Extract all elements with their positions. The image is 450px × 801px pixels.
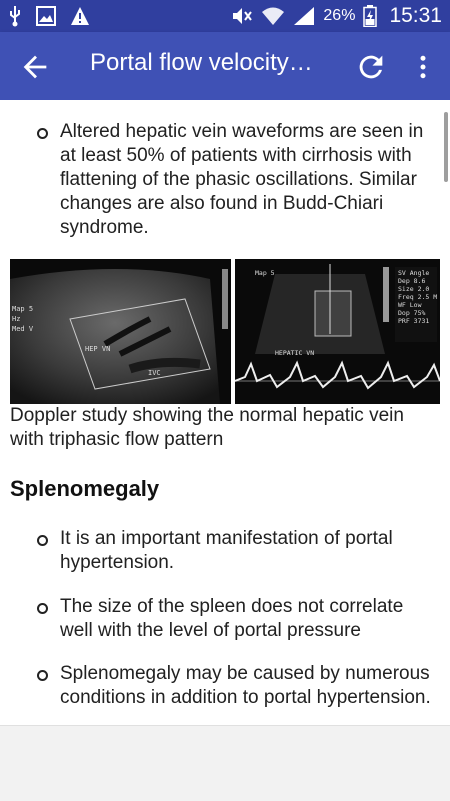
refresh-icon	[354, 50, 388, 84]
arrow-back-icon	[18, 50, 52, 84]
ultrasound-label: Hz	[12, 315, 21, 323]
back-button[interactable]	[18, 50, 52, 84]
doppler-figure	[10, 259, 440, 404]
app-bar	[0, 32, 450, 100]
wifi-icon	[261, 6, 285, 26]
more-vert-icon	[408, 50, 438, 84]
ultrasound-label: Dop 75%	[398, 309, 426, 317]
ultrasound-label: HEPATIC VN	[275, 349, 315, 357]
section-heading: Splenomegaly	[10, 476, 160, 501]
figure-caption: Doppler study showing the normal hepatic vein with triphasic flow pattern	[10, 405, 404, 450]
signal-icon	[293, 6, 315, 26]
ultrasound-label: WF Low	[398, 301, 422, 309]
ultrasound-label: HEP VN	[85, 345, 111, 353]
ultrasound-label: SV Angle	[398, 269, 430, 277]
mute-icon	[231, 6, 253, 26]
ultrasound-label: IVC	[148, 369, 161, 377]
ultrasound-image-left	[10, 259, 231, 404]
warning-icon	[70, 6, 90, 26]
ultrasound-label: PRF 3731	[398, 317, 430, 325]
ultrasound-label: Map 5	[255, 269, 275, 277]
usb-icon	[8, 5, 22, 27]
list-item: Splenomegaly may be caused by numerous conditions in addition to portal hypertension.	[60, 663, 431, 708]
image-icon	[36, 6, 56, 26]
clock: 15:31	[389, 4, 442, 27]
overflow-menu-button[interactable]	[408, 50, 438, 84]
list-item: It is an important manifestation of portal hypertension.	[60, 527, 432, 575]
article-content[interactable]	[0, 100, 450, 725]
status-bar	[0, 0, 450, 32]
ultrasound-label: Med V	[12, 325, 34, 333]
bottom-panel	[0, 725, 450, 801]
ultrasound-label: Freq 2.5 M	[398, 293, 438, 301]
battery-icon	[363, 5, 377, 27]
page-title: Portal flow velocity…	[90, 49, 313, 76]
list-item: Altered hepatic vein waveforms are seen in at least 50% of patients with cirrhosis with flattening of the phasic oscillations. Similar changes are also found in Budd-Chiari syndrome.	[60, 120, 432, 240]
ultrasound-label: Dep 8.6	[398, 277, 426, 285]
ultrasound-label: Size 2.0	[398, 285, 430, 293]
scrollbar[interactable]	[444, 112, 448, 182]
list-item: The size of the spleen does not correlate well with the level of portal pressure	[60, 595, 432, 643]
refresh-button[interactable]	[354, 50, 388, 84]
battery-percent: 26%	[323, 7, 356, 24]
ultrasound-label: Map 5	[12, 305, 34, 313]
ultrasound-image-right	[235, 259, 440, 404]
